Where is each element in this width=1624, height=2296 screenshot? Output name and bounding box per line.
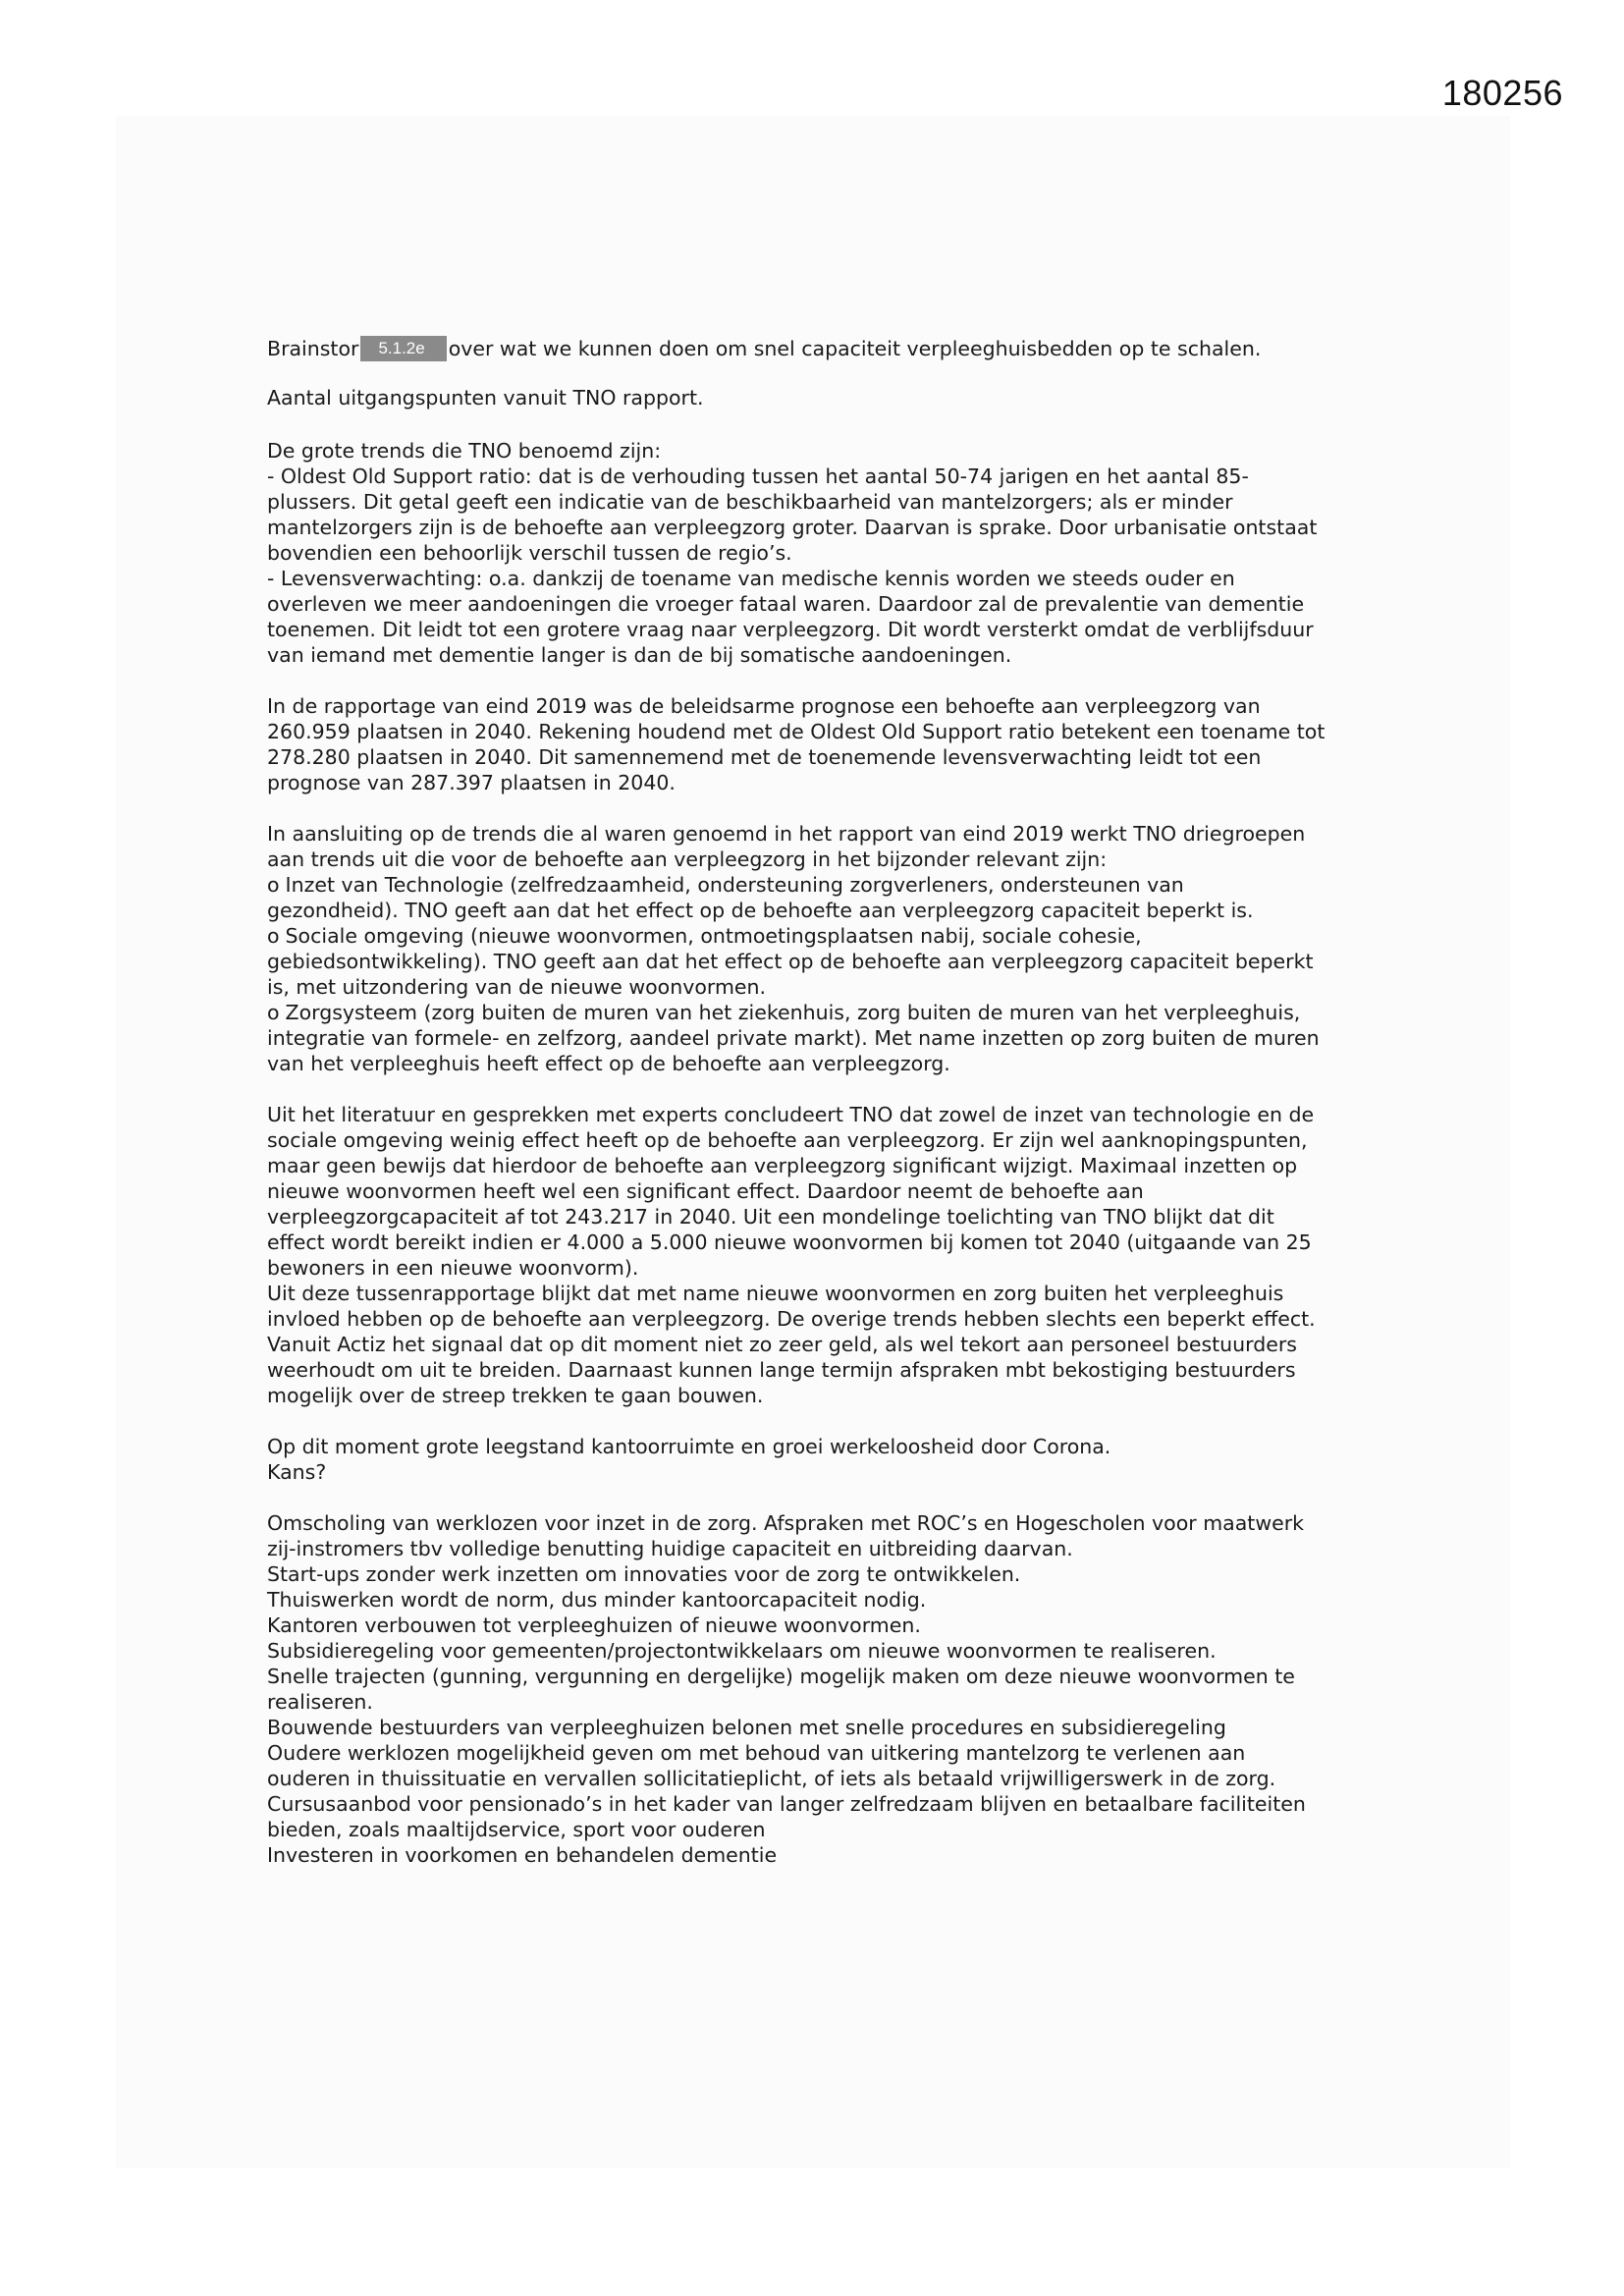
text-line: mantelzorgers zijn is de behoefte aan verpleegzorg groter. Daarvan is sprake. Door urbanisatie ontstaat [267, 516, 1318, 539]
text-line: In aansluiting op de trends die al waren genoemd in het rapport van eind 2019 werkt TNO driegroepen [267, 822, 1306, 846]
text-line: 260.959 plaatsen in 2040. Rekening houdend met de Oldest Old Support ratio betekent een toename tot [267, 720, 1326, 743]
idea-line: Snelle trajecten (gunning, vergunning en dergelijke) mogelijk maken om deze nieuwe woonvormen te [267, 1665, 1295, 1688]
bullet-item [267, 872, 1396, 898]
text-line: De grote trends die TNO benoemd zijn: [267, 439, 662, 463]
text-line: bovendien een behoorlijk verschil tussen de regio’s. [267, 541, 792, 565]
moment-paragraph [267, 1434, 1396, 1485]
text-line: maar geen bewijs dat hierdoor de behoefte aan verpleegzorg significant wijzigt. Maximaal inzetten op [267, 1154, 1298, 1177]
text-line: gezondheid). TNO geeft aan dat het effect op de behoefte aan verpleegzorg capaciteit beperkt is. [267, 899, 1254, 922]
bullet-marker: o [267, 1001, 280, 1024]
text-line: - Levensverwachting: o.a. dankzij de toename van medische kennis worden we steeds ouder en [267, 567, 1235, 590]
text-line: aan trends uit die voor de behoefte aan verpleegzorg in het bijzonder relevant zijn: [267, 847, 1108, 871]
document-body [267, 336, 1396, 1868]
text-line: invloed hebben op de behoefte aan verpleegzorg. De overige trends hebben slechts een beperkt effect. [267, 1307, 1316, 1331]
bullet-item [267, 923, 1396, 949]
text-line: In de rapportage van eind 2019 was de beleidsarme prognose een behoefte aan verpleegzorg van [267, 694, 1261, 718]
rapportage-paragraph [267, 693, 1396, 795]
idea-line: Investeren in voorkomen en behandelen dementie [267, 1843, 778, 1867]
bullet-item [267, 1000, 1396, 1025]
intro-line [267, 336, 1396, 361]
text-line: toenemen. Dit leidt tot een grotere vraag naar verpleegzorg. Dit wordt versterkt omdat de verblijfsduur [267, 618, 1314, 641]
text-line: nieuwe woonvormen heeft wel een significant effect. Daardoor neemt de behoefte aan [267, 1179, 1144, 1203]
idea-line: Kantoren verbouwen tot verpleeghuizen of nieuwe woonvormen. [267, 1613, 921, 1637]
idea-line: Cursusaanbod voor pensionado’s in het kader van langer zelfredzaam blijven en betaalbare faciliteiten [267, 1792, 1306, 1816]
idea-line: ouderen in thuissituatie en vervallen sollicitatieplicht, of iets als betaald vrijwilligerswerk in de zorg. [267, 1767, 1276, 1790]
text-line: Kans? [267, 1460, 327, 1484]
literatuur-paragraph [267, 1102, 1396, 1408]
ideas-list [267, 1510, 1396, 1868]
idea-line: Subsidieregeling voor gemeenten/projectontwikkelaars om nieuwe woonvormen te realiseren. [267, 1639, 1217, 1663]
text-line: prognose van 287.397 plaatsen in 2040. [267, 771, 676, 794]
text-line: verpleegzorgcapaciteit af tot 243.217 in 2040. Uit een mondelinge toelichting van TNO blijkt dat dit [267, 1205, 1274, 1229]
text-line: Vanuit Actiz het signaal dat op dit moment niet zo zeer geld, als wel tekort aan personeel bestuurders [267, 1333, 1297, 1356]
text-line: weerhoudt om uit te breiden. Daarnaast kunnen lange termijn afspraken mbt bekostiging bestuurders [267, 1358, 1296, 1382]
text-line: Op dit moment grote leegstand kantoorruimte en groei werkeloosheid door Corona. [267, 1435, 1111, 1458]
document-number: 180256 [1441, 73, 1563, 113]
text-line: van het verpleeghuis heeft effect op de behoefte aan verpleegzorg. [267, 1052, 950, 1075]
text-line: gebiedsontwikkeling). TNO geeft aan dat het effect op de behoefte aan verpleegzorg capaciteit beperkt [267, 950, 1314, 973]
intro-text-after: over wat we kunnen doen om snel capaciteit verpleeghuisbedden op te schalen. [448, 337, 1262, 360]
bullet-text: Sociale omgeving (nieuwe woonvormen, ontmoetingsplaatsen nabij, sociale cohesie, [285, 924, 1142, 948]
idea-line: realiseren. [267, 1690, 373, 1714]
idea-line: Start-ups zonder werk inzetten om innovaties voor de zorg te ontwikkelen. [267, 1562, 1021, 1586]
text-line: van iemand met dementie langer is dan de bij somatische aandoeningen. [267, 643, 1012, 667]
text-line: Uit het literatuur en gesprekken met experts concludeert TNO dat zowel de inzet van technologie en de [267, 1103, 1315, 1126]
redaction-block: 5.1.2e [360, 336, 446, 361]
text-line: 278.280 plaatsen in 2040. Dit samennemend met de toenemende levensverwachting leidt tot een [267, 745, 1262, 769]
text-line: overleven we meer aandoeningen die vroeger fataal waren. Daardoor zal de prevalentie van dementie [267, 592, 1305, 616]
bullet-marker: o [267, 924, 280, 948]
idea-line: Bouwende bestuurders van verpleeghuizen belonen met snelle procedures en subsidieregeling [267, 1716, 1226, 1739]
text-line: sociale omgeving weinig effect heeft op de behoefte aan verpleegzorg. Er zijn wel aanknopingspunten, [267, 1128, 1308, 1152]
idea-line: Thuiswerken wordt de norm, dus minder kantoorcapaciteit nodig. [267, 1588, 927, 1612]
text-line: is, met uitzondering van de nieuwe woonvormen. [267, 975, 767, 999]
text-line: mogelijk over de streep trekken te gaan bouwen. [267, 1384, 764, 1407]
idea-line: bieden, zoals maaltijdservice, sport voor ouderen [267, 1818, 766, 1841]
text-line: integratie van formele- en zelfzorg, aandeel private markt). Met name inzetten op zorg buiten de muren [267, 1026, 1320, 1050]
intro-text-before: Brainstor [267, 337, 359, 360]
text-line: plussers. Dit getal geeft een indicatie van de beschikbaarheid van mantelzorgers; als er minder [267, 490, 1233, 514]
bullet-text: Zorgsysteem (zorg buiten de muren van het ziekenhuis, zorg buiten de muren van het verpleeghuis, [285, 1001, 1301, 1024]
aansluiting-paragraph [267, 821, 1396, 1076]
idea-line: Omscholing van werklozen voor inzet in de zorg. Afspraken met ROC’s en Hogescholen voor maatwerk [267, 1511, 1305, 1535]
trends-paragraph [267, 438, 1396, 668]
idea-line: Oudere werklozen mogelijkheid geven om met behoud van uitkering mantelzorg te verlenen aan [267, 1741, 1246, 1765]
text-line: bewoners in een nieuwe woonvorm). [267, 1256, 639, 1280]
idea-line: zij-instromers tbv volledige benutting huidige capaciteit en uitbreiding daarvan. [267, 1537, 1073, 1560]
text-line: - Oldest Old Support ratio: dat is de verhouding tussen het aantal 50-74 jarigen en het aantal 85- [267, 465, 1249, 488]
text-line: Uit deze tussenrapportage blijkt dat met name nieuwe woonvormen en zorg buiten het verpleeghuis [267, 1282, 1284, 1305]
bullet-marker: o [267, 873, 280, 897]
bullet-text: Inzet van Technologie (zelfredzaamheid, ondersteuning zorgverleners, ondersteunen van [285, 873, 1184, 897]
text-line: effect wordt bereikt indien er 4.000 a 5.000 nieuwe woonvormen bij komen tot 2040 (uitgaande van 25 [267, 1230, 1312, 1254]
uitgangspunten-line: Aantal uitgangspunten vanuit TNO rapport. [267, 386, 704, 410]
